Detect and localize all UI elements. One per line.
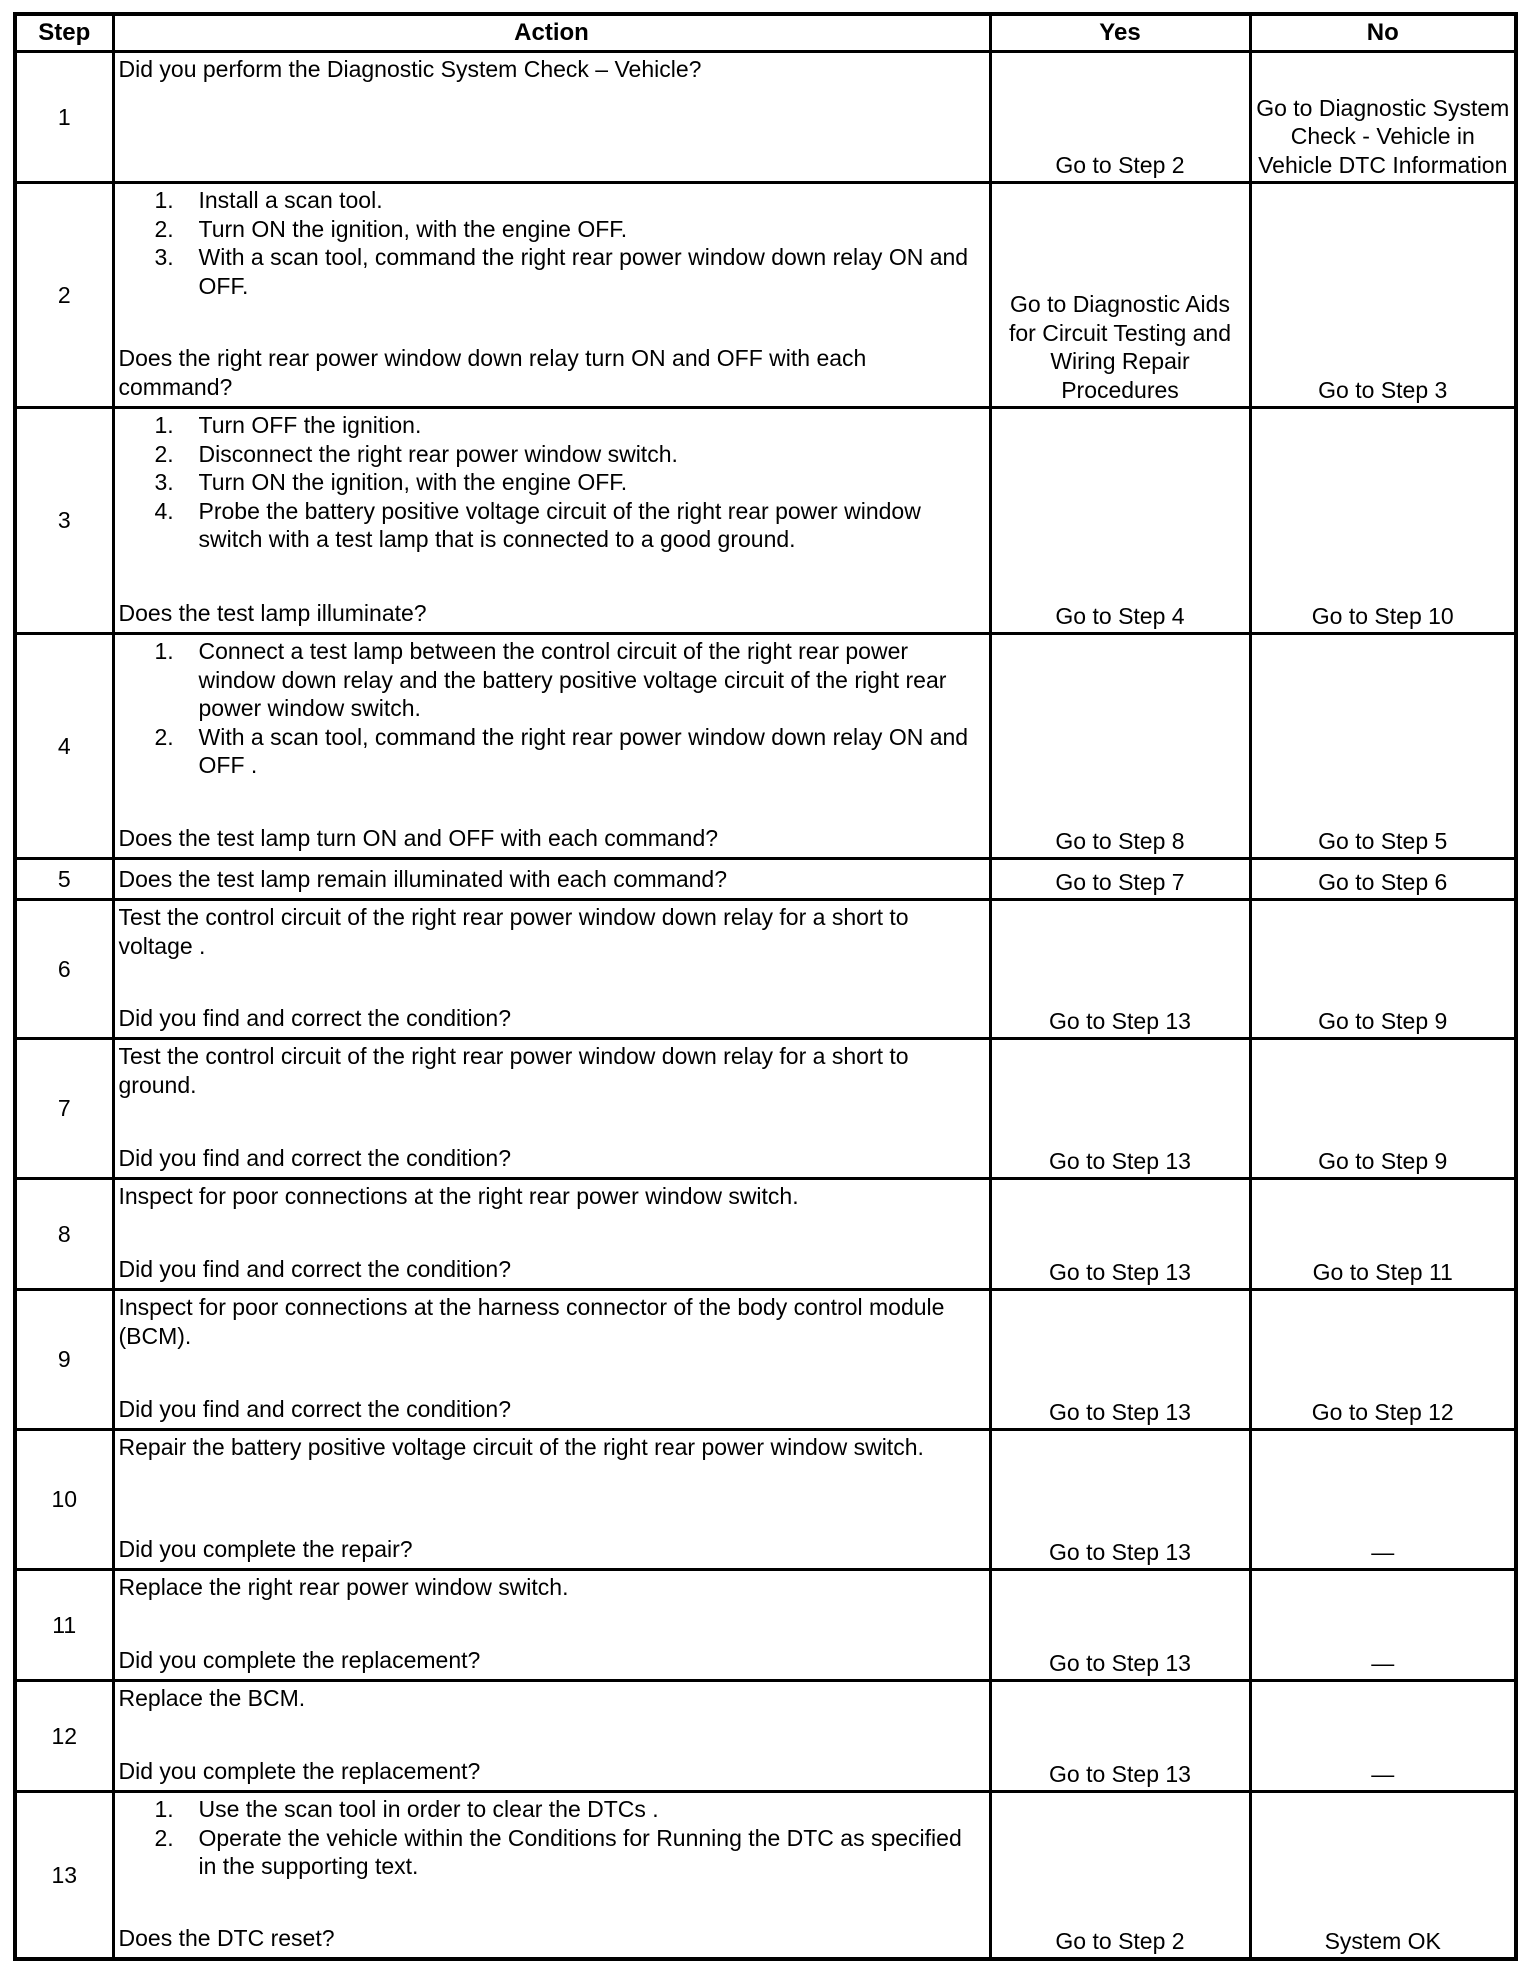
- list-item: [119, 468, 985, 497]
- step-number: 2: [15, 183, 113, 408]
- list-item: [119, 411, 985, 440]
- list-item-text: Turn OFF the ignition.: [198, 412, 422, 438]
- no-result: Go to Step 12: [1250, 1290, 1516, 1430]
- question-text: Did you find and correct the condition?: [118, 1004, 512, 1031]
- list-item: [119, 497, 985, 554]
- table-row: [15, 1681, 1516, 1792]
- list-item-text: Turn ON the ignition, with the engine OFF.: [198, 469, 628, 495]
- instruction-text: Replace the right rear power window switch.: [118, 1574, 569, 1600]
- action-instructions: [119, 637, 985, 780]
- step-number: 5: [15, 859, 113, 900]
- numbered-list: [119, 637, 985, 780]
- action-content: [115, 1291, 989, 1425]
- action-instructions: [119, 1293, 985, 1350]
- list-item-text: With a scan tool, command the right rear power window down relay ON and OFF .: [198, 723, 969, 778]
- instruction-text: Repair the battery positive voltage circuit of the right rear power window switch.: [118, 1434, 924, 1460]
- step-number: 9: [15, 1290, 113, 1430]
- list-item-text: Connect a test lamp between the control circuit of the right rear power window down relay and the battery positive voltage circuit of the right rear power window switch.: [198, 638, 947, 721]
- question-text: Does the right rear power window down relay turn ON and OFF with each command?: [118, 345, 867, 400]
- list-item-number: 4.: [154, 497, 174, 524]
- step-number: 3: [15, 408, 113, 634]
- question-text: Does the DTC reset?: [118, 1924, 335, 1951]
- list-item-number: 1.: [154, 412, 174, 438]
- action-content: [115, 635, 989, 854]
- list-item: [119, 186, 985, 215]
- yes-result: Go to Step 7: [990, 859, 1250, 900]
- table-row: [15, 634, 1516, 859]
- instruction-text: Inspect for poor connections at the right rear power window switch.: [118, 1183, 799, 1209]
- question-text: Did you find and correct the condition?: [118, 1395, 512, 1422]
- action-cell: [113, 1039, 990, 1179]
- action-content: [115, 860, 989, 895]
- action-cell: [113, 1681, 990, 1792]
- action-content: [115, 1571, 989, 1676]
- table-row: [15, 1430, 1516, 1570]
- instruction-text: Inspect for poor connections at the harness connector of the body control module (BCM).: [118, 1294, 945, 1349]
- action-cell: [113, 1792, 990, 1960]
- list-item-number: 1.: [154, 638, 174, 664]
- table-row: [15, 1039, 1516, 1179]
- question-text: Did you find and correct the condition?: [118, 1255, 512, 1282]
- numbered-list: [119, 1795, 985, 1881]
- list-item: [119, 440, 985, 469]
- list-item-text: With a scan tool, command the right rear power window down relay ON and OFF.: [198, 244, 969, 299]
- action-content: [115, 409, 989, 629]
- list-item-number: 2.: [154, 440, 174, 467]
- action-cell: [113, 1430, 990, 1570]
- list-item: [119, 215, 985, 244]
- table-row: [15, 1290, 1516, 1430]
- action-instructions: [119, 903, 985, 960]
- yes-result: Go to Step 4: [990, 408, 1250, 634]
- question-text: Does the test lamp illuminate?: [118, 599, 427, 626]
- instruction-text: Test the control circuit of the right rear power window down relay for a short to ground.: [118, 1043, 909, 1098]
- list-item-text: Use the scan tool in order to clear the DTCs .: [198, 1796, 659, 1822]
- action-instructions: [119, 411, 985, 554]
- table-row: [15, 408, 1516, 634]
- list-item: [119, 723, 985, 780]
- list-item-text: Install a scan tool.: [198, 187, 383, 213]
- header-step: Step: [15, 14, 113, 52]
- list-item: [119, 1795, 985, 1824]
- no-result: Go to Diagnostic System Check - Vehicle in Vehicle DTC Information: [1250, 52, 1516, 183]
- action-content: [115, 1793, 989, 1954]
- list-item-number: 2.: [154, 215, 174, 242]
- table-row: [15, 900, 1516, 1039]
- action-content: [115, 901, 989, 1034]
- action-content: [115, 1180, 989, 1285]
- action-cell: [113, 859, 990, 900]
- action-content: [115, 1040, 989, 1174]
- action-instructions: [119, 55, 985, 84]
- action-cell: [113, 183, 990, 408]
- no-result: Go to Step 6: [1250, 859, 1516, 900]
- no-result: —: [1250, 1430, 1516, 1570]
- action-instructions: [119, 1573, 985, 1602]
- action-cell: [113, 900, 990, 1039]
- list-item: [119, 1824, 985, 1881]
- action-instructions: [119, 1795, 985, 1881]
- yes-result: Go to Diagnostic Aids for Circuit Testing and Wiring Repair Procedures: [990, 183, 1250, 408]
- list-item-number: 1.: [154, 187, 174, 213]
- question-text: Did you complete the repair?: [118, 1535, 413, 1562]
- step-number: 10: [15, 1430, 113, 1570]
- table-row: [15, 1792, 1516, 1960]
- yes-result: Go to Step 13: [990, 1430, 1250, 1570]
- list-item-number: 3.: [154, 469, 174, 495]
- action-cell: [113, 1290, 990, 1430]
- action-instructions: [119, 1042, 985, 1099]
- list-item-number: 3.: [154, 244, 174, 270]
- step-number: 6: [15, 900, 113, 1039]
- question-text: Did you find and correct the condition?: [118, 1144, 512, 1171]
- list-item-number: 2.: [154, 723, 174, 750]
- table-row: [15, 183, 1516, 408]
- step-number: 1: [15, 52, 113, 183]
- no-result: Go to Step 9: [1250, 1039, 1516, 1179]
- step-number: 4: [15, 634, 113, 859]
- table-row: [15, 1570, 1516, 1681]
- no-result: System OK: [1250, 1792, 1516, 1960]
- numbered-list: [119, 186, 985, 300]
- table-row: [15, 52, 1516, 183]
- action-cell: [113, 1179, 990, 1290]
- instruction-text: Test the control circuit of the right rear power window down relay for a short to voltage .: [118, 904, 909, 959]
- action-cell: [113, 634, 990, 859]
- header-yes: Yes: [990, 14, 1250, 52]
- header-no: No: [1250, 14, 1516, 52]
- instruction-text: Did you perform the Diagnostic System Check – Vehicle?: [118, 56, 702, 82]
- yes-result: Go to Step 13: [990, 1179, 1250, 1290]
- yes-result: Go to Step 2: [990, 52, 1250, 183]
- question-text: Did you complete the replacement?: [118, 1757, 481, 1784]
- instruction-text: Replace the BCM.: [118, 1685, 306, 1711]
- action-instructions: [119, 1684, 985, 1713]
- step-number: 12: [15, 1681, 113, 1792]
- yes-result: Go to Step 13: [990, 900, 1250, 1039]
- list-item-text: Probe the battery positive voltage circuit of the right rear power window switch with a test lamp that is connected to a good ground.: [198, 497, 921, 552]
- yes-result: Go to Step 13: [990, 1570, 1250, 1681]
- step-number: 13: [15, 1792, 113, 1960]
- no-result: Go to Step 10: [1250, 408, 1516, 634]
- list-item: [119, 243, 985, 300]
- list-item-text: Operate the vehicle within the Conditions for Running the DTC as specified in the supporting text.: [198, 1824, 962, 1879]
- action-cell: [113, 1570, 990, 1681]
- yes-result: Go to Step 13: [990, 1681, 1250, 1792]
- action-instructions: [119, 1433, 985, 1462]
- numbered-list: [119, 411, 985, 554]
- list-item-number: 2.: [154, 1824, 174, 1851]
- table-row: [15, 859, 1516, 900]
- action-instructions: [119, 186, 985, 300]
- question-text: Does the test lamp remain illuminated with each command?: [118, 865, 728, 892]
- action-content: [115, 184, 989, 403]
- list-item: [119, 637, 985, 723]
- action-cell: [113, 408, 990, 634]
- yes-result: Go to Step 2: [990, 1792, 1250, 1960]
- no-result: —: [1250, 1570, 1516, 1681]
- question-text: Did you complete the replacement?: [118, 1646, 481, 1673]
- step-number: 8: [15, 1179, 113, 1290]
- step-number: 7: [15, 1039, 113, 1179]
- action-content: [115, 53, 989, 178]
- action-cell: [113, 52, 990, 183]
- no-result: Go to Step 11: [1250, 1179, 1516, 1290]
- action-content: [115, 1682, 989, 1787]
- diagnostic-table: [13, 12, 1518, 1961]
- header-action: Action: [113, 14, 990, 52]
- no-result: Go to Step 3: [1250, 183, 1516, 408]
- no-result: Go to Step 5: [1250, 634, 1516, 859]
- no-result: Go to Step 9: [1250, 900, 1516, 1039]
- table-header-row: [15, 14, 1516, 52]
- action-content: [115, 1431, 989, 1565]
- no-result: —: [1250, 1681, 1516, 1792]
- yes-result: Go to Step 13: [990, 1290, 1250, 1430]
- question-text: Does the test lamp turn ON and OFF with each command?: [118, 824, 719, 851]
- action-instructions: [119, 1182, 985, 1211]
- yes-result: Go to Step 13: [990, 1039, 1250, 1179]
- list-item-text: Turn ON the ignition, with the engine OFF.: [198, 215, 628, 242]
- yes-result: Go to Step 8: [990, 634, 1250, 859]
- table-row: [15, 1179, 1516, 1290]
- list-item-text: Disconnect the right rear power window switch.: [198, 440, 678, 467]
- step-number: 11: [15, 1570, 113, 1681]
- list-item-number: 1.: [154, 1796, 174, 1822]
